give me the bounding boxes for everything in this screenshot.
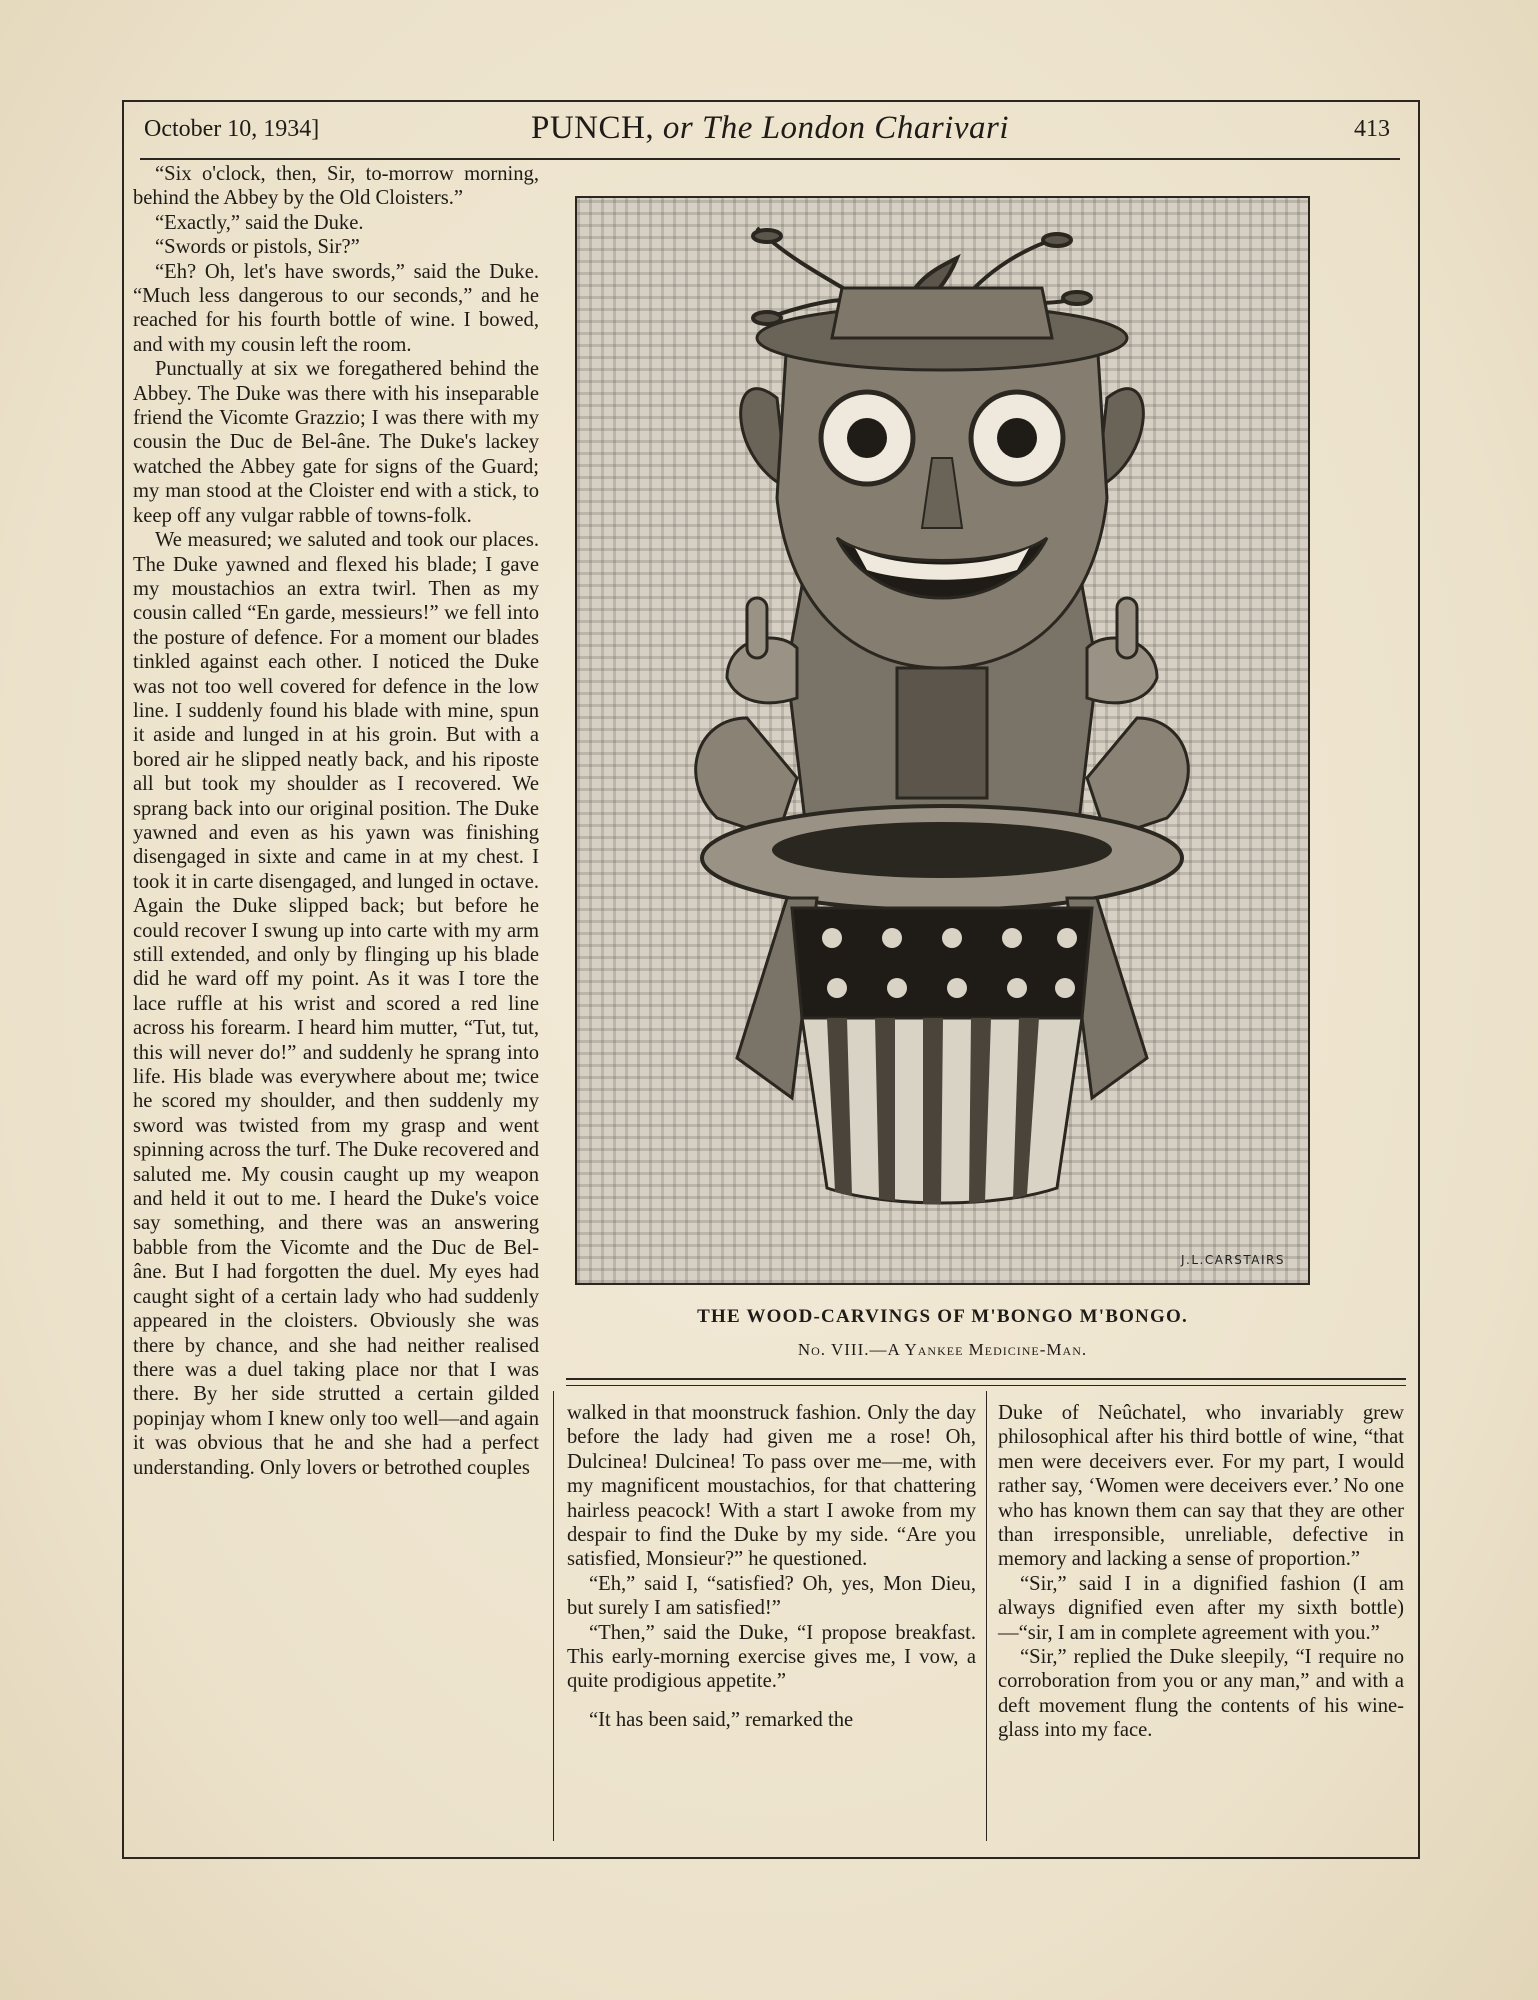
- right-pupil: [997, 418, 1037, 458]
- column-rule: [553, 1391, 554, 1841]
- masthead-rest: The London Charivari: [701, 110, 1009, 146]
- right-thumb: [1117, 598, 1137, 658]
- text-column-right: [998, 1401, 1404, 1743]
- page-number: 413: [1354, 116, 1390, 142]
- paragraph: “Sir,” replied the Duke sleepily, “I require no corroboration from you or any man,” and with a deft movement flung the contents of his wine-glass into my face.: [998, 1646, 1404, 1742]
- paragraph: “Swords or pistols, Sir?”: [155, 236, 360, 259]
- section-divider: [566, 1378, 1406, 1386]
- hat-star-band: [792, 908, 1092, 1018]
- paragraph: Punctually at six we foregathered behind the Abbey. The Duke was there with his inseparable friend the Vicomte Grazzio; I was there with my cousin the Duc de Bel-âne. The Duke's lackey watched the Abbey gate for signs of the Guard; my man stood at the Cloister end with a stick, to keep off any vulgar rabble of towns-folk.: [133, 358, 539, 527]
- illustration-caption-subtitle: No. VIII.—A Yankee Medicine-Man.: [797, 1340, 1088, 1359]
- paragraph: “Eh? Oh, let's have swords,” said the Duke. “Much less dangerous to our seconds,” and he reached for his fourth bottle of wine. I bowed, and with my cousin left the room.: [133, 260, 539, 356]
- text-column-left: [133, 162, 539, 1480]
- paragraph: “It has been said,” remarked the: [589, 1708, 854, 1731]
- paragraph: “Sir,” said I in a dignified fashion (I am always dignified even after my sixth bottle)—“sir, I am in complete agreement with you.”: [998, 1572, 1404, 1644]
- left-thumb: [747, 598, 767, 658]
- paragraph: Duke of Neûchatel, who invariably grew philosophical after his third bottle of wine, “that men were deceivers ever. For my part, I would rather say, ‘Women were deceivers ever.’ No one who has known them can say that they are other than irresponsible, unreliable, defective in memory and lacking a sense of proportion.”: [998, 1402, 1404, 1571]
- carved-neck: [897, 668, 987, 798]
- text-column-middle: [567, 1401, 976, 1732]
- masthead-or: or: [662, 110, 694, 146]
- top-hat-opening: [772, 822, 1112, 878]
- paragraph: walked in that moonstruck fashion. Only the day before the lady had given me a rose! Oh, Dulcinea! Dulcinea! To pass over me—me, with my magnificent moustachios, for that chattering hairless peacock! With a start I awoke from my despair to find the Duke by my side. “Are you satisfied, Monsieur?” he questioned.: [567, 1402, 976, 1571]
- page-header: [140, 110, 1400, 160]
- illustration-frame: [575, 196, 1310, 1285]
- paragraph: “Then,” said the Duke, “I propose breakfast. This early-morning exercise gives me, I vow, a quite prodigious appetite.”: [567, 1621, 976, 1693]
- artist-signature: J.L.CARSTAIRS: [1181, 1253, 1285, 1267]
- issue-date: October 10, 1934]: [144, 116, 320, 142]
- paragraph: We measured; we saluted and took our places. The Duke yawned and flexed his blade; I gave my moustachios an extra twirl. Then as my cousin called “En garde, messieurs!” we fell into the posture of defence. For a moment our blades tinkled against each other. I noticed the Duke was not too well covered for defence in the low line. I suddenly found his blade with mine, spun it aside and lunged in at his groin. But with a bored air he slipped neatly back, and his riposte all but took my shoulder as I recovered. We sprang back into our original position. The Duke yawned and even as his yawn was finishing disengaged in sixte and came in at my chest. I took it in carte disengaged, and lunged in octave. Again the Duke slipped back; but before he could recover I swung up into carte with my arm still extended, and only by flinging up his blade did he ward off my point. As it was I tore the lace ruffle at his wrist and scored a red line across his forearm. I heard him mutter, “Tut, tut, this will never do!” and suddenly he sprang into life. His blade was everywhere about me; twice he scored my shoulder, and then suddenly my sword was twisted from my grasp and went spinning across the turf. The Duke recovered and saluted me. My cousin caught up my weapon and held it out to me. I heard the Duke's voice say something, and there was an answering babble from the Vicomte and the Duc de Bel-âne. But I had forgotten the duel. My eyes had caught sight of a certain lady who had suddenly appeared in the cloisters. Obviously she was there by chance, and she had neither realised there was a duel taking place nor that I was there. By her side strutted a certain gilded popinjay whom I knew only too well—and again it was obvious that he and she had a perfect understanding. Only lovers or betrothed couples: [133, 529, 539, 1479]
- left-pupil: [847, 418, 887, 458]
- paragraph: “Exactly,” said the Duke.: [155, 211, 364, 234]
- straw-hat-crown: [832, 288, 1052, 338]
- paragraph: “Six o'clock, then, Sir, to-morrow morning, behind the Abbey by the Old Cloisters.”: [133, 163, 539, 210]
- masthead-main: PUNCH,: [531, 110, 655, 146]
- medicine-man-carving-illustration: [577, 198, 1308, 1283]
- paragraph: “Eh,” said I, “satisfied? Oh, yes, Mon Dieu, but surely I am satisfied!”: [567, 1572, 976, 1620]
- masthead-title: [140, 110, 1400, 147]
- column-rule: [986, 1391, 987, 1841]
- illustration-caption-title: THE WOOD-CARVINGS OF M'BONGO M'BONGO.: [697, 1306, 1188, 1327]
